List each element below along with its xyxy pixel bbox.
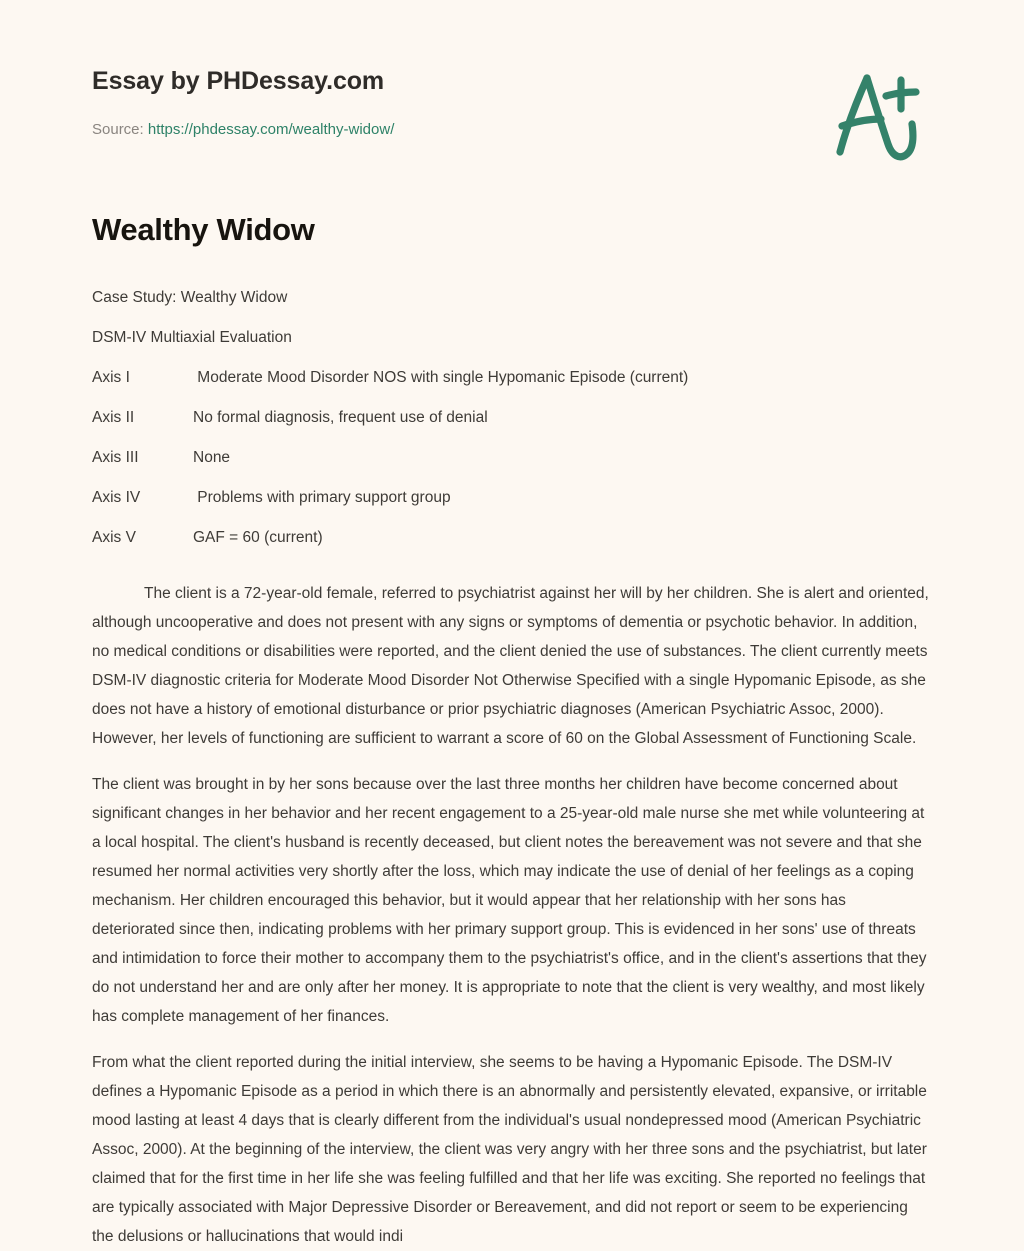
axis-label: Axis IV xyxy=(92,488,141,506)
source-url-link[interactable]: https://phdessay.com/wealthy-widow/ xyxy=(147,121,395,138)
body-paragraph: From what the client reported during the initial interview, she seems to be having a Hypomanic Episode. The DSM-IV defines a Hypomanic Episode as a period in which there is an abnormally and persistently elevated, expansive, or irritable mood lasting at least 4 days that is clearly different from the individual's usual nondepressed mood (American Psychiatric Assoc, 2000). At the beginning of the interview, the client was very angry with her three sons and the psychiatrist, but later claimed that for the first time in her life she was feeling fulfilled and that her life was exciting. She reported no feelings that are typically associated with Major Depressive Disorder or Bereavement, and did not report or seem to be experiencing the delusions or hallucinations that would indi xyxy=(92,1053,927,1245)
axis-value: Moderate Mood Disorder NOS with single Hypomanic Episode (current) xyxy=(193,368,689,386)
meta-line-case-study: Case Study: Wealthy Widow xyxy=(92,288,288,306)
source-label: Source: xyxy=(92,121,148,138)
axis-label: Axis II xyxy=(92,408,135,426)
axis-row xyxy=(92,478,932,518)
axis-label: Axis V xyxy=(92,528,136,546)
essay-body xyxy=(0,278,1024,1251)
a-plus-logo xyxy=(826,68,926,168)
axis-label: Axis III xyxy=(92,448,139,466)
axis-value: None xyxy=(193,448,231,466)
axis-row xyxy=(92,438,932,478)
body-paragraph: The client is a 72-year-old female, referred to psychiatrist against her will by her children. She is alert and oriented, although uncooperative and does not present with any signs or symptoms of dementia or psychotic behavior. In addition, no medical conditions or disabilities were reported, and the client denied the use of substances. The client currently meets DSM-IV diagnostic criteria for Moderate Mood Disorder Not Otherwise Specified with a single Hypomanic Episode, as she does not have a history of emotional disturbance or prior psychiatric diagnoses (American Psychiatric Assoc, 2000). However, her levels of functioning are sufficient to warrant a score of 60 on the Global Assessment of Functioning Scale. xyxy=(92,584,929,747)
source-line xyxy=(92,120,944,140)
axis-row xyxy=(92,398,932,438)
brand-title: Essay by PHDessay.com xyxy=(92,67,385,95)
axis-row xyxy=(92,358,932,398)
axis-value: No formal diagnosis, frequent use of denial xyxy=(193,408,488,426)
axis-value: Problems with primary support group xyxy=(193,488,451,506)
meta-line-evaluation: DSM-IV Multiaxial Evaluation xyxy=(92,328,292,346)
body-paragraph: The client was brought in by her sons because over the last three months her children have become concerned about significant changes in her behavior and her recent engagement to a 25-year-old male nurse she met while volunteering at a local hospital. The client's husband is recently deceased, but client notes the bereavement was not severe and that she resumed her normal activities very shortly after the loss, which may indicate the use of denial of her feelings as a coping mechanism. Her children encouraged this behavior, but it would appear that her relationship with her sons has deteriorated since then, indicating problems with her primary support group. This is evidenced in her sons' use of threats and intimidation to force their mother to accompany them to the psychiatrist's office, and in the client's assertions that they do not understand her and are only after her money. It is appropriate to note that the client is very wealthy, and most likely has complete management of her finances. xyxy=(92,775,927,1025)
page-title: Wealthy Widow xyxy=(92,212,315,247)
page-header xyxy=(0,0,1024,150)
axis-value: GAF = 60 (current) xyxy=(193,528,323,546)
axis-label: Axis I xyxy=(92,368,130,386)
axis-row xyxy=(92,518,932,558)
